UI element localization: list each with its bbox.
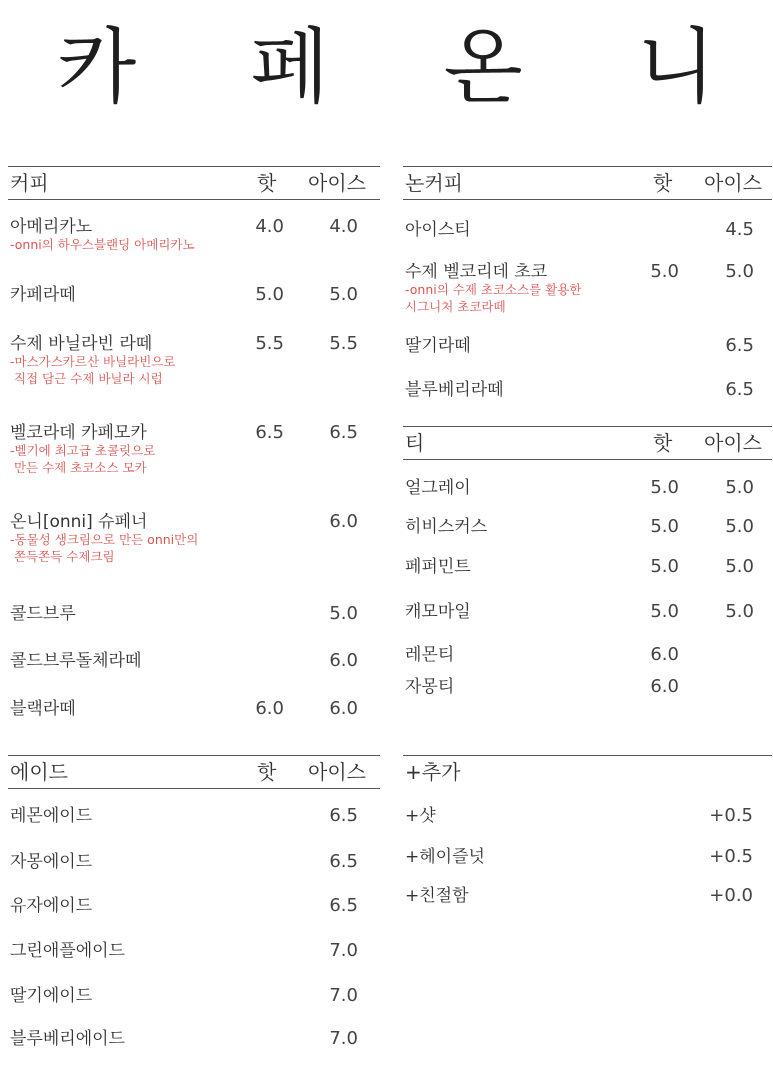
item-name: 레몬티	[405, 645, 455, 665]
ade-section-title: 에이드	[10, 760, 68, 784]
extra-price: +0.5	[709, 846, 753, 867]
ice-column-header: 아이스	[704, 171, 762, 195]
item-name: +샷	[405, 806, 436, 826]
hot-column-header: 핫	[257, 760, 277, 784]
item-name: 히비스커스	[405, 517, 488, 537]
hot-price: 6.0	[650, 676, 679, 697]
item-name: 자몽에이드	[10, 852, 93, 872]
hot-price: 6.0	[650, 644, 679, 665]
ice-price: 6.5	[329, 851, 358, 872]
ice-price: 7.0	[329, 985, 358, 1006]
hot-price: 6.5	[255, 422, 284, 443]
hot-price: 6.0	[255, 698, 284, 719]
hot-column-header: 핫	[653, 171, 673, 195]
tea-header	[403, 426, 772, 460]
item-description: -onni의 수제 초코소스를 활용한 시그니처 초코라떼	[405, 282, 582, 314]
noncoffee-section	[403, 166, 772, 400]
ice-price: 6.5	[725, 379, 754, 400]
item-name: 수제 벨코리데 초코	[405, 262, 548, 282]
noncoffee-header	[403, 166, 772, 200]
ice-price: 5.0	[725, 556, 754, 577]
item-description: -마스가스카르산 바닐라빈으로 직접 담근 수제 바닐라 시럽	[10, 354, 176, 386]
item-name: 딸기라떼	[405, 336, 471, 356]
ade-section	[8, 755, 380, 1049]
item-name: 유자에이드	[10, 896, 93, 916]
tea-section-title: 티	[405, 431, 425, 455]
item-name: 페퍼민트	[405, 557, 471, 577]
ice-column-header: 아이스	[704, 431, 762, 455]
ice-price: 4.5	[725, 219, 754, 240]
ice-price: 4.0	[329, 216, 358, 237]
item-name: 블랙라떼	[10, 699, 76, 719]
ice-price: 6.5	[329, 895, 358, 916]
item-name: +헤이즐넛	[405, 847, 485, 867]
extra-price: +0.5	[709, 805, 753, 826]
item-name: 자몽티	[405, 677, 455, 697]
item-name: 온니[onni] 슈페너	[10, 512, 148, 532]
hot-price: 5.0	[650, 601, 679, 622]
extra-section-title: +추가	[405, 760, 461, 784]
noncoffee-section-title: 논커피	[405, 171, 463, 195]
item-name: 콜드브루돌체라떼	[10, 651, 142, 671]
ice-column-header: 아이스	[308, 760, 366, 784]
hot-price: 5.0	[255, 284, 284, 305]
ice-price: 6.0	[329, 698, 358, 719]
item-name: 블루베리라떼	[405, 380, 504, 400]
hot-price: 5.0	[650, 477, 679, 498]
hot-price: 5.0	[650, 261, 679, 282]
ice-column-header: 아이스	[308, 171, 366, 195]
ice-price: 5.0	[329, 284, 358, 305]
ice-price: 5.0	[725, 477, 754, 498]
item-description: -동물성 생크림으로 만든 onni만의 쫀득쫀득 수제크림	[10, 532, 199, 564]
ice-price: 5.0	[725, 516, 754, 537]
item-description: -벨기에 최고급 초콜릿으로 만든 수제 초코소스 모카	[10, 443, 156, 475]
extra-header	[403, 755, 772, 788]
item-name: 수제 바닐라빈 라떼	[10, 334, 153, 354]
ice-price: 7.0	[329, 1028, 358, 1049]
hot-price: 5.0	[650, 516, 679, 537]
hot-column-header: 핫	[257, 171, 277, 195]
tea-section	[403, 426, 772, 697]
item-name: 아이스티	[405, 220, 471, 240]
ice-price: 6.5	[725, 335, 754, 356]
ade-header	[8, 755, 380, 789]
extra-section	[403, 755, 772, 906]
coffee-section-title: 커피	[10, 171, 49, 195]
item-name: 카페라떼	[10, 285, 76, 305]
item-name: 블루베리에이드	[10, 1029, 125, 1049]
item-description: -onni의 하우스블랜딩 아메리카노	[10, 237, 195, 252]
cafe-title: 카 페 온 니	[56, 20, 761, 115]
ice-price: 5.0	[329, 603, 358, 624]
item-name: 딸기에이드	[10, 986, 93, 1006]
item-name: 아메리카노	[10, 217, 93, 237]
ice-price: 5.0	[725, 261, 754, 282]
extra-price: +0.0	[709, 885, 753, 906]
ice-price: 6.5	[329, 805, 358, 826]
hot-price: 5.0	[650, 556, 679, 577]
item-name: 캐모마일	[405, 602, 471, 622]
ice-price: 7.0	[329, 940, 358, 961]
item-name: 레몬에이드	[10, 806, 93, 826]
item-name: +친절함	[405, 886, 469, 906]
ice-price: 6.5	[329, 422, 358, 443]
ice-price: 6.0	[329, 511, 358, 532]
item-name: 벨코라데 카페모카	[10, 423, 147, 443]
item-name: 콜드브루	[10, 604, 76, 624]
hot-column-header: 핫	[653, 431, 673, 455]
ice-price: 6.0	[329, 650, 358, 671]
item-name: 그린애플에이드	[10, 941, 125, 961]
ice-price: 5.0	[725, 601, 754, 622]
coffee-header	[8, 166, 380, 200]
item-name: 얼그레이	[405, 478, 471, 498]
coffee-section	[8, 166, 380, 719]
ice-price: 5.5	[329, 333, 358, 354]
hot-price: 5.5	[255, 333, 284, 354]
hot-price: 4.0	[255, 216, 284, 237]
